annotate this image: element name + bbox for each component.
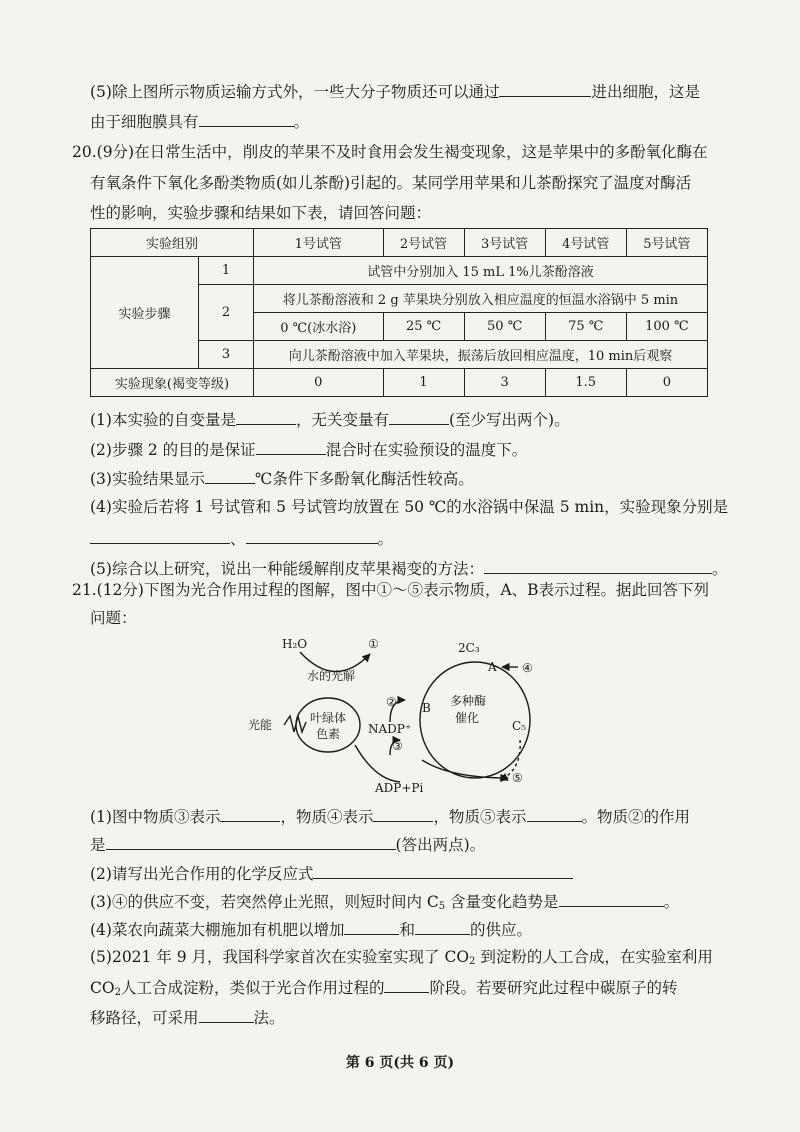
pigment-label-2: 色素 — [316, 727, 341, 741]
q21-1-line1: (1)图中物质③表示 ，物质④表示 ，物质⑤表示 。物质②的作用 — [90, 805, 690, 827]
photosynthesis-diagram — [240, 630, 580, 802]
nadp-label: NADP⁺ — [368, 722, 412, 736]
pigment-label-1: 叶绿体 — [310, 711, 347, 725]
result-cell: 0 — [254, 369, 384, 397]
two-c3-label: 2C₃ — [458, 641, 480, 655]
page-footer: 第 6 页(共 6 页) — [345, 1055, 455, 1071]
answer-blank[interactable] — [499, 80, 591, 97]
water-photolysis-label: 水的光解 — [307, 669, 356, 683]
pigment-ellipse — [296, 698, 360, 752]
q20-intro-line2: 有氧条件下氧化多酚类物质(如儿茶酚)引起的。某同学用苹果和儿茶酚探究了温度对酶活 — [90, 174, 692, 192]
circle-4: ④ — [522, 661, 533, 675]
answer-blank[interactable] — [106, 833, 396, 850]
q21-intro-line1: 21.(12分)下图为光合作用过程的图解，图中①～⑤表示物质，A、B表示过程。据此回答下列 — [72, 581, 710, 599]
answer-blank[interactable] — [313, 862, 573, 879]
table-row-results — [91, 369, 708, 397]
answer-blank[interactable] — [384, 976, 429, 993]
adp-label: ADP+Pi — [375, 781, 424, 795]
q20-1: (1)本实验的自变量是 ，无关变量有 (至少写出两个)。 — [90, 408, 570, 430]
circle-3: ③ — [392, 739, 403, 753]
table-row-step1 — [91, 257, 708, 285]
step-number: 2 — [199, 285, 254, 341]
q20-intro-line1: 20.(9分)在日常生活中，削皮的苹果不及时食用会发生褐变现象，这是苹果中的多酚氧化酶在 — [72, 143, 708, 161]
header-tube-1: 1号试管 — [254, 229, 384, 257]
q21-1-line2: 是 (答出两点)。 — [90, 833, 485, 855]
step-number: 1 — [199, 257, 254, 285]
a-label: A — [488, 660, 497, 674]
steps-label: 实验步骤 — [91, 257, 199, 369]
q21-4: (4)菜农向蔬菜大棚施加有机肥以增加 和 的供应。 — [90, 918, 532, 940]
answer-blank[interactable] — [256, 438, 326, 455]
step-number: 3 — [199, 341, 254, 369]
temp-cell: 100 ℃ — [626, 313, 707, 341]
b-label: B — [422, 701, 431, 715]
q20-4: (4)实验后若将 1 号试管和 5 号试管均放置在 50 ℃的水浴锅中保温 5 min，实验现象分别是 — [90, 498, 729, 516]
result-cell: 1.5 — [545, 369, 626, 397]
result-cell: 0 — [626, 369, 707, 397]
result-cell: 3 — [464, 369, 545, 397]
answer-blank[interactable] — [90, 527, 230, 544]
q20-5: (5)综合以上研究，说出一种能缓解削皮苹果褐变的方法： 。 — [90, 557, 727, 579]
answer-blank[interactable] — [527, 805, 582, 822]
answer-blank[interactable] — [246, 527, 378, 544]
q21-5-line2: $CO_2$人工合成淀粉，类似于光合作用过程的 阶段。若要研究此过程中碳原子的转 — [90, 976, 677, 1003]
q21-2: (2)请写出光合作用的化学反应式 — [90, 862, 573, 884]
step2-text: 将儿茶酚溶液和 2 g 苹果块分别放入相应温度的恒温水浴锅中 5 min — [254, 285, 708, 313]
q20-intro-line3: 性的影响，实验步骤和结果如下表，请回答问题： — [90, 204, 432, 222]
answer-blank[interactable] — [344, 918, 399, 935]
step3-text: 向儿茶酚溶液中加入苹果块，振荡后放回相应温度，10 min后观察 — [254, 341, 708, 369]
temp-cell: 50 ℃ — [464, 313, 545, 341]
header-tube-2: 2号试管 — [383, 229, 464, 257]
answer-blank[interactable] — [415, 918, 470, 935]
enzyme-label-1: 多种酶 — [450, 694, 487, 708]
answer-blank[interactable] — [559, 890, 664, 907]
circle-5: ⑤ — [512, 771, 523, 785]
temp-cell: 75 ℃ — [545, 313, 626, 341]
q19-5-line1: (5)除上图所示物质运输方式外，一些大分子物质还可以通过 进出细胞，这是 — [90, 80, 700, 102]
q21-intro-line2: 问题： — [90, 609, 137, 627]
answer-blank[interactable] — [205, 467, 255, 484]
result-label: 实验现象(褐变等级) — [91, 369, 254, 397]
answer-blank[interactable] — [236, 408, 296, 425]
h2o-label: H₂O — [282, 637, 308, 651]
circle-1: ① — [368, 637, 379, 651]
header-tube-5: 5号试管 — [626, 229, 707, 257]
temp-cell: 25 ℃ — [383, 313, 464, 341]
q19-5-line2: 由于细胞膜具有 。 — [90, 110, 309, 132]
table-header-row — [91, 229, 708, 257]
enzyme-label-2: 催化 — [455, 711, 480, 725]
answer-blank[interactable] — [199, 110, 294, 127]
circle-2: ② — [386, 695, 397, 709]
step1-text: 试管中分别加入 15 mL 1%儿茶酚溶液 — [254, 257, 708, 285]
header-tube-4: 4号试管 — [545, 229, 626, 257]
answer-blank[interactable] — [484, 557, 712, 574]
experiment-table — [90, 228, 708, 397]
q20-4-answers: 、 。 — [90, 527, 393, 549]
light-label: 光能 — [248, 718, 273, 732]
q20-2: (2)步骤 2 的目的是保证 混合时在实验预设的温度下。 — [90, 438, 527, 460]
answer-blank[interactable] — [220, 805, 280, 822]
header-tube-3: 3号试管 — [464, 229, 545, 257]
c5-label: C₅ — [512, 719, 526, 733]
temp-cell: 0 ℃(冰水浴) — [254, 313, 384, 341]
header-group: 实验组别 — [91, 229, 254, 257]
q21-5-line3: 移路径，可采用 法。 — [90, 1006, 285, 1028]
result-cell: 1 — [383, 369, 464, 397]
answer-blank[interactable] — [389, 408, 449, 425]
answer-blank[interactable] — [373, 805, 433, 822]
q21-3: (3)④的供应不变，若突然停止光照，则短时间内 $C_5$ 含量变化趋势是 。 — [90, 890, 679, 917]
q20-3: (3)实验结果显示 ℃条件下多酚氧化酶活性较高。 — [90, 467, 474, 489]
answer-blank[interactable] — [199, 1006, 254, 1023]
light-zigzag — [284, 716, 306, 732]
output-arrow — [422, 760, 508, 778]
q21-5-line1: (5)2021 年 9 月，我国科学家首次在实验室实现了 $CO_2$ 到淀粉的人工合成，在实验室利用 — [90, 948, 713, 967]
